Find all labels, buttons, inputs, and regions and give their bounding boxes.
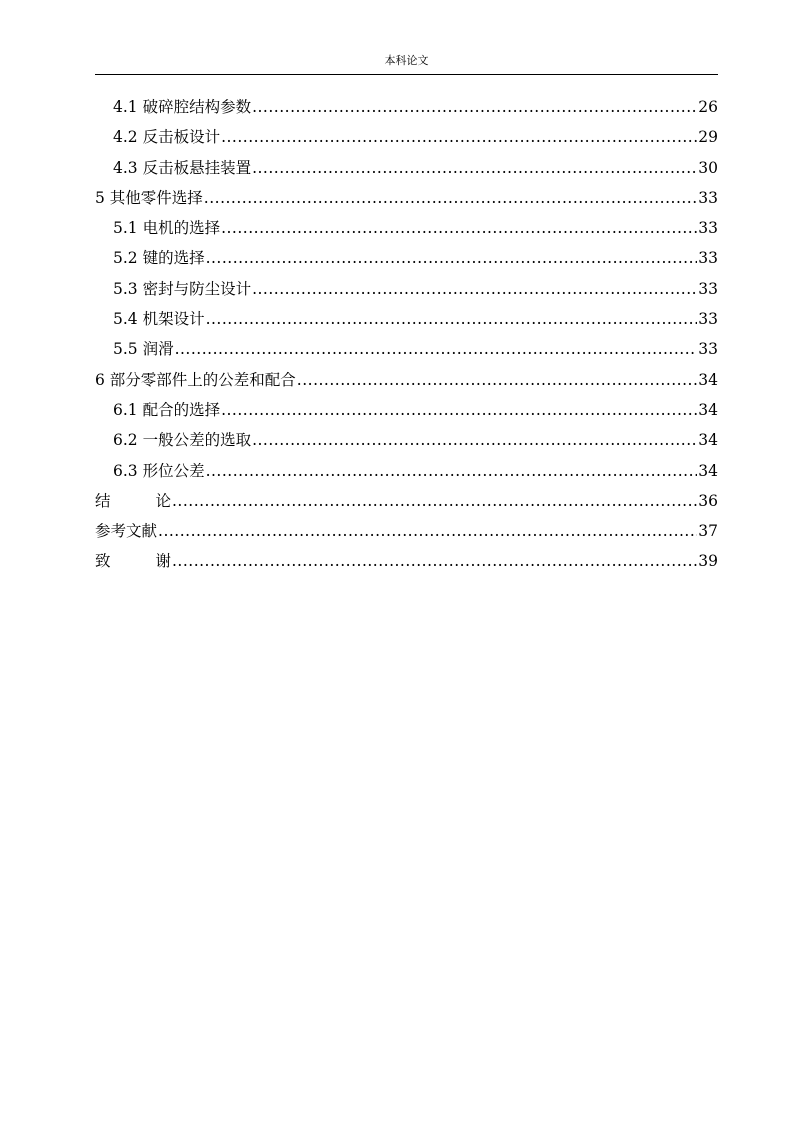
toc-entry-5-5[interactable] (95, 334, 718, 364)
header-title: 本科论文 (384, 54, 429, 67)
toc-page-number: 37 (698, 522, 718, 541)
toc-leader-dots (252, 153, 697, 183)
toc-entry-label: 5.3 密封与防尘设计 (113, 279, 252, 298)
toc-entry-label-char: 致 (95, 552, 111, 571)
toc-page-number: 34 (698, 461, 718, 480)
toc-page-number: 33 (698, 219, 718, 238)
page-header (95, 54, 718, 75)
toc-entry-5-1[interactable] (95, 213, 718, 243)
toc-page-number: 33 (698, 310, 718, 329)
toc-entry-label-char: 谢 (155, 552, 171, 571)
toc-page-number: 33 (698, 188, 718, 207)
toc-leader-dots (158, 516, 697, 546)
toc-leader-dots (221, 122, 697, 152)
table-of-contents (95, 92, 718, 577)
toc-entry-label: 5 其他零件选择 (95, 188, 203, 207)
toc-entry-label (95, 486, 171, 516)
toc-entry-5-3[interactable] (95, 274, 718, 304)
toc-entry-label: 6 部分零部件上的公差和配合 (95, 370, 296, 389)
toc-leader-dots (297, 365, 697, 395)
toc-entry-references[interactable] (95, 516, 718, 546)
toc-entry-4-1[interactable] (95, 92, 718, 122)
toc-entry-5[interactable] (95, 183, 718, 213)
toc-leader-dots (204, 183, 697, 213)
toc-page-number: 33 (698, 249, 718, 268)
toc-entry-label: 6.3 形位公差 (113, 461, 205, 480)
toc-entry-label: 4.2 反击板设计 (113, 128, 221, 147)
toc-page-number: 26 (698, 98, 718, 116)
toc-leader-dots (172, 486, 697, 516)
toc-page-number: 33 (698, 279, 718, 298)
toc-entry-5-2[interactable] (95, 243, 718, 273)
toc-page-number: 33 (698, 340, 718, 359)
toc-entry-6[interactable] (95, 365, 718, 395)
toc-page-number: 39 (698, 552, 718, 571)
toc-page-number: 34 (698, 370, 718, 389)
toc-leader-dots (221, 395, 697, 425)
toc-entry-label: 6.2 一般公差的选取 (113, 431, 252, 450)
toc-leader-dots (175, 334, 698, 364)
toc-entry-label: 5.2 键的选择 (113, 249, 205, 268)
toc-page-number: 29 (698, 128, 718, 147)
toc-leader-dots (172, 546, 697, 576)
toc-entry-6-1[interactable] (95, 395, 718, 425)
toc-leader-dots (206, 243, 698, 273)
toc-entry-acknowledgements[interactable] (95, 546, 718, 576)
toc-entry-label: 4.3 反击板悬挂装置 (113, 158, 252, 177)
toc-entry-6-3[interactable] (95, 456, 718, 486)
toc-entry-label (95, 546, 171, 576)
toc-leader-dots (206, 456, 698, 486)
toc-entry-label: 参考文献 (95, 522, 158, 541)
toc-leader-dots (206, 304, 698, 334)
toc-entry-label: 4.1 破碎腔结构参数 (113, 98, 252, 116)
toc-entry-5-4[interactable] (95, 304, 718, 334)
toc-entry-label: 5.4 机架设计 (113, 310, 205, 329)
toc-entry-conclusion[interactable] (95, 486, 718, 516)
toc-leader-dots (252, 274, 697, 304)
toc-page-number: 36 (698, 491, 718, 510)
toc-entry-4-3[interactable] (95, 153, 718, 183)
toc-leader-dots (252, 425, 697, 455)
toc-page-number: 30 (698, 158, 718, 177)
toc-page-number: 34 (698, 431, 718, 450)
toc-entry-label: 5.5 润滑 (113, 340, 174, 359)
toc-leader-dots (221, 213, 697, 243)
toc-entry-4-2[interactable] (95, 122, 718, 152)
toc-page-number: 34 (698, 400, 718, 419)
toc-entry-label-char: 结 (95, 491, 111, 510)
toc-entry-label: 6.1 配合的选择 (113, 400, 221, 419)
toc-leader-dots (252, 92, 697, 122)
toc-entry-6-2[interactable] (95, 425, 718, 455)
toc-entry-label: 5.1 电机的选择 (113, 219, 221, 238)
toc-entry-label-char: 论 (155, 491, 171, 510)
